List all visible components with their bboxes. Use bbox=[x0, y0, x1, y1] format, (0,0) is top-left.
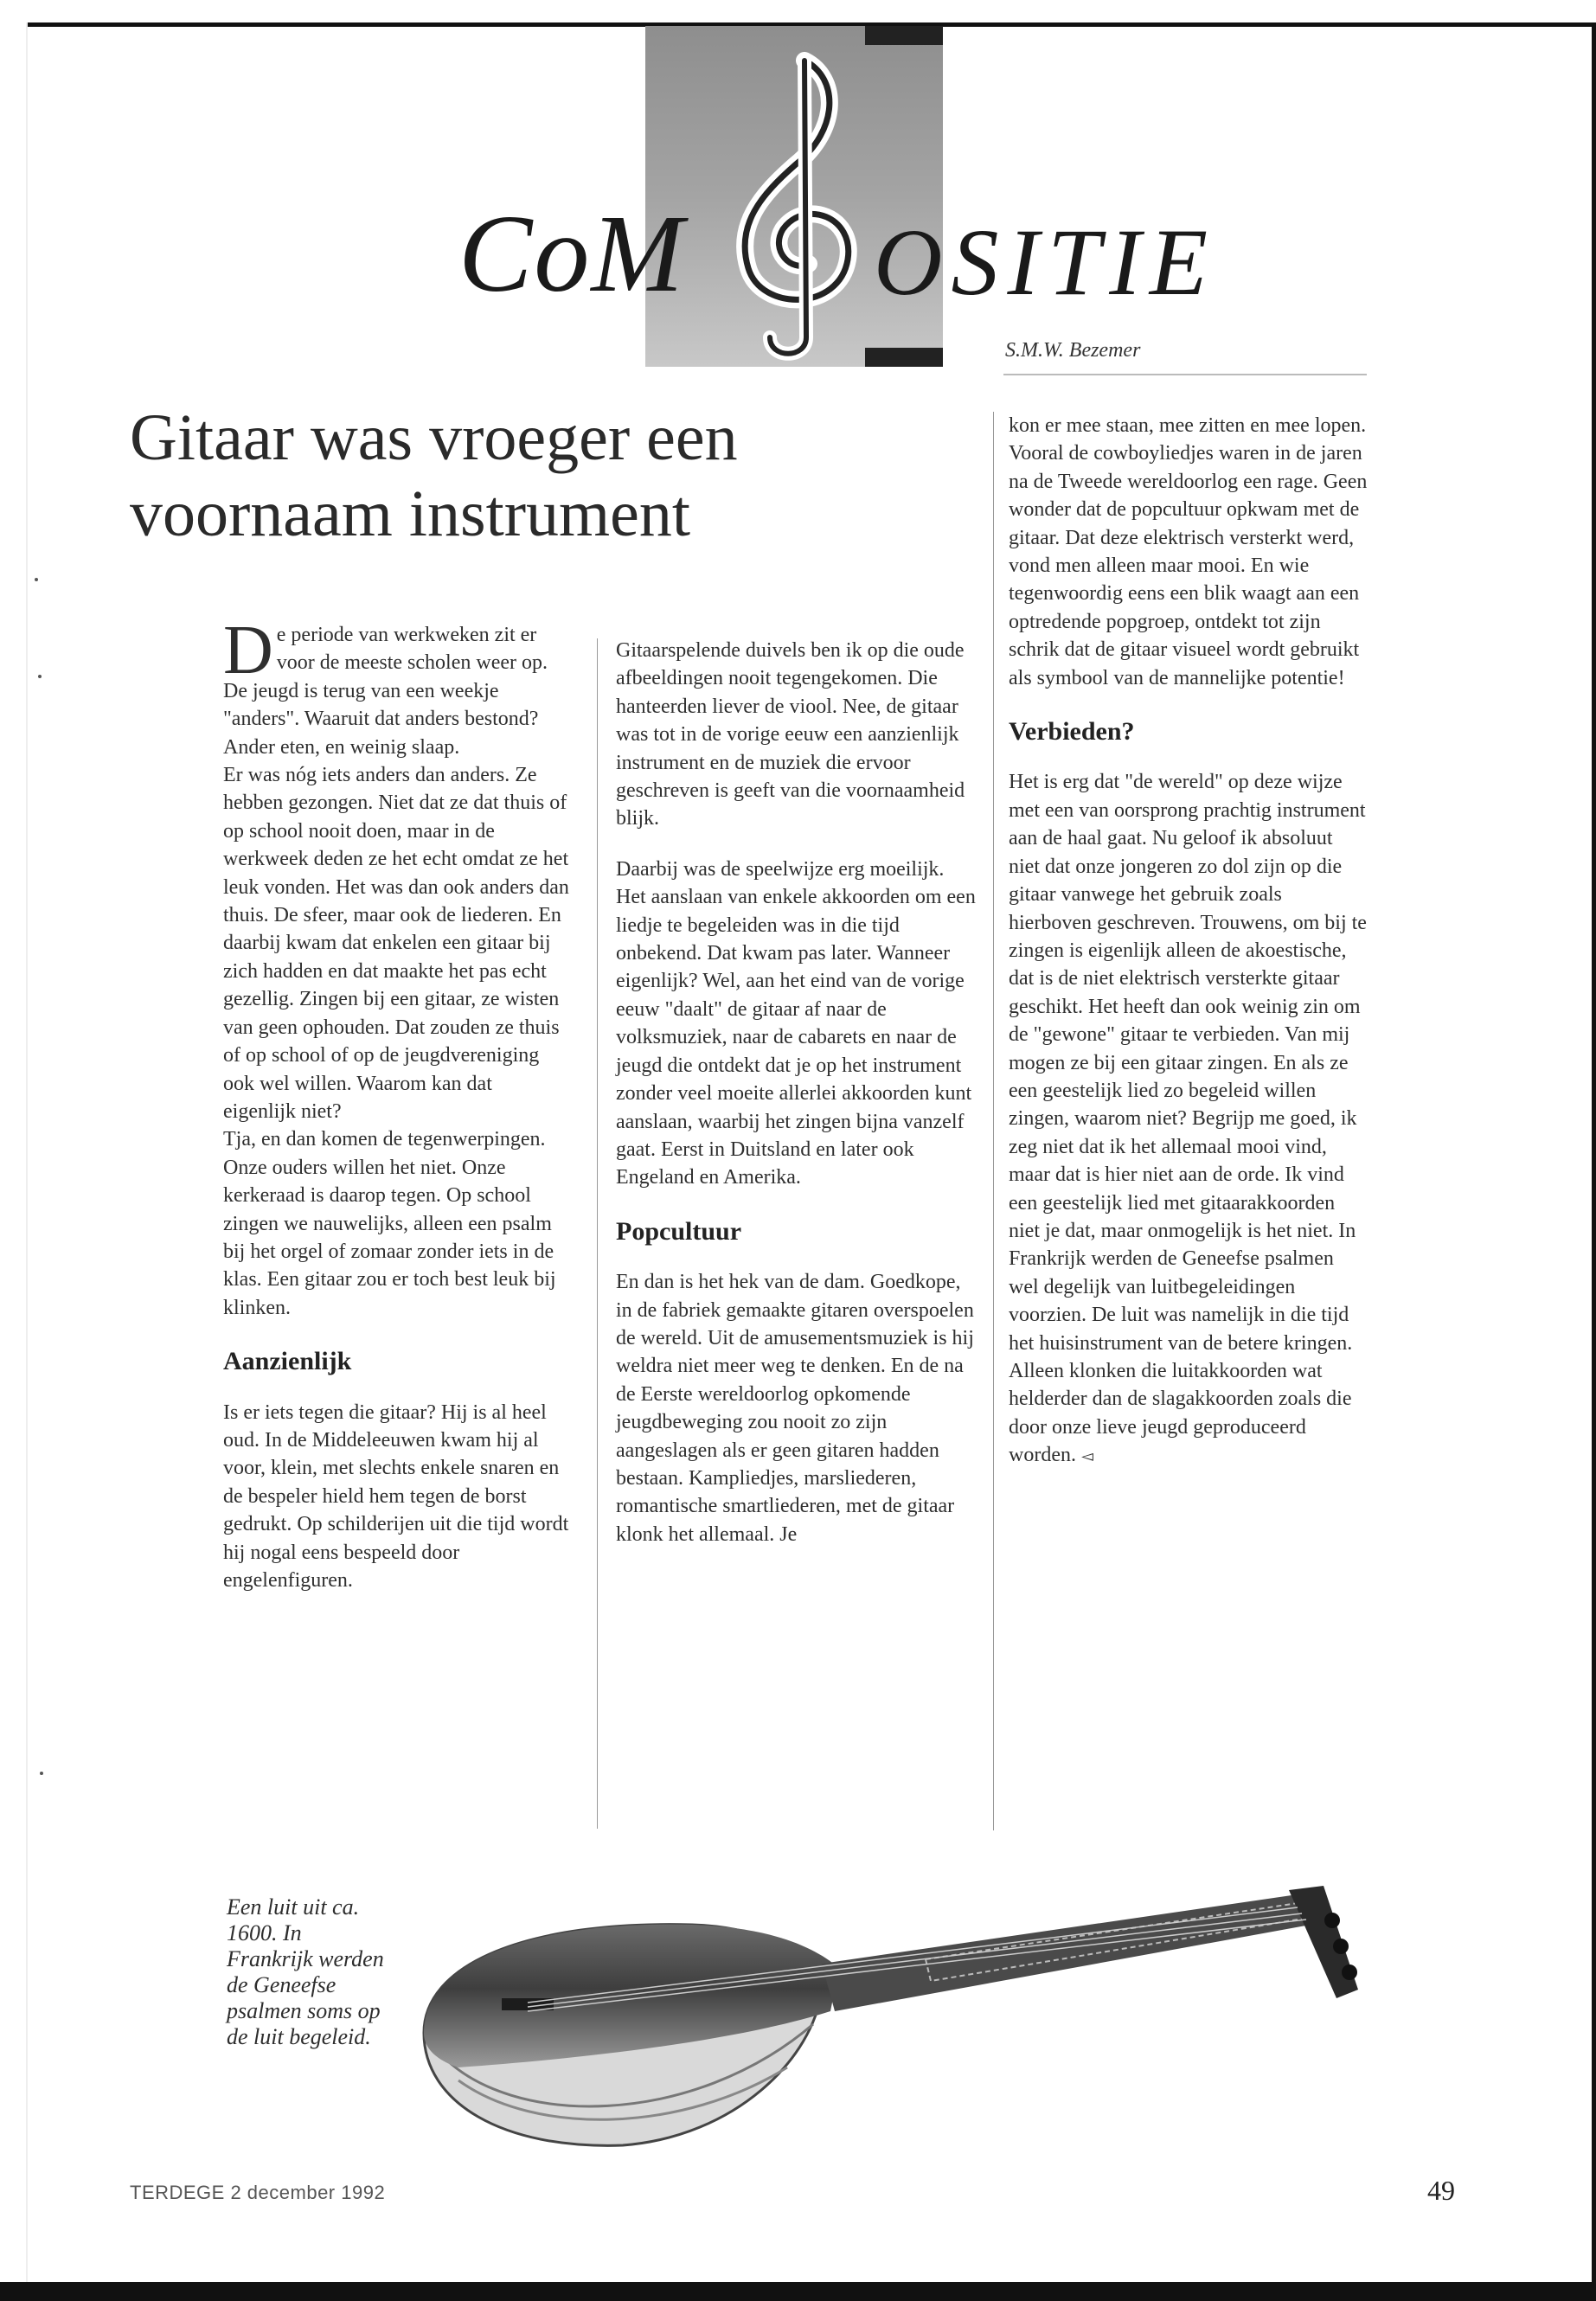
paragraph bbox=[1009, 768, 1368, 1470]
image-caption: Een luit uit ca. 1600. In Frankrijk werden de Geneefse psalmen soms op de luit begeleid. bbox=[227, 1894, 384, 2049]
paragraph-text: Het is erg dat "de wereld" op deze wijze met een van oorsprong prachtig instrument aan de haal gaat. Nu geloof ik absoluut niet dat onze jongeren zo dol zijn op die gitaar vanwege het gebruik zoals hierboven geschreven. Trouwens, om bij te zingen is eigenlijk alleen de akoestische, dat is de niet elektrisch versterkte gitaar geschikt. Het heeft dan ook weinig zin om de "gewone" gitaar te verbieden. Van mij mogen ze bij een gitaar zingen. En als ze een geestelijk lied zo begeleid willen zingen, waarom niet? Begrijp me goed, ik zeg niet dat ik het allemaal mooi vind, maar dat is hier niet aan de orde. Ik vind een geestelijk lied met gitaarakkoorden niet je dat, maar onmogelijk is het niet. In Frankrijk werden de Geneefse psalmen wel degelijk van luitbegeleidingen voorzien. De luit was namelijk in die tijd het huisinstrument van de betere kringen. Alleen klonken die luitakkoorden wat helderder dan de slagakkoorden zoals die door onze lieve jeugd geproduceerd worden. bbox=[1009, 771, 1367, 1467]
column-rule-1 bbox=[597, 638, 598, 1829]
column-rule-2 bbox=[993, 412, 994, 1830]
paragraph: Daarbij was de speelwijze erg moeilijk. Het aanslaan van enkele akkoorden om een liedje te begeleiden was in die tijd onbekend. Dat kwam pas later. Wanneer eigenlijk? Wel, aan het eind van de vorige eeuw "daalt" de gitaar af naar de volksmuziek, naar de cabarets en naar de jeugd die ontdekt dat je op het instrument zonder veel moeite allerlei akkoorden kunt aanslaan, waarbij het zingen bijna vanzelf gaat. Eerst in Duitsland en later ook Engeland en Amerika. bbox=[616, 857, 976, 1189]
scan-mark bbox=[40, 1772, 43, 1775]
scan-mark bbox=[38, 675, 42, 678]
headline bbox=[130, 400, 926, 552]
paragraph: Tja, en dan komen de tegenwerpingen. Onze ouders willen het niet. Onze kerkeraad is daarop tegen. Op school zingen we nauwelijks, alleen een psalm bij het orgel of zomaar zonder iets in de klas. Een gitaar zou er toch best leuk bij klinken. bbox=[223, 1128, 556, 1319]
drop-cap: D bbox=[223, 612, 273, 689]
publication-footer: TERDEGE 2 december 1992 bbox=[130, 2182, 386, 2203]
paragraph-text: e periode van werkweken zit er voor de meeste scholen weer op. De jeugd is terug van een weekje "anders". Waaruit dat anders bestond? Ander eten, en weinig slaap. bbox=[223, 624, 548, 759]
section-heading: Aanzienlijk bbox=[223, 1347, 352, 1376]
lute-illustration bbox=[407, 1860, 1384, 2154]
header-tab-top bbox=[865, 26, 943, 45]
scan-edge-left bbox=[26, 22, 28, 2282]
headline-line-2: voornaam instrument bbox=[130, 478, 690, 551]
scan-edge-bottom bbox=[0, 2282, 1596, 2301]
paragraph: kon er mee staan, mee zitten en mee lopen. Vooral de cowboyliedjes waren in de jaren na de Tweede wereldoorlog een rage. Geen wonder dat de popcultuur opkwam met de gitaar. Dat deze elektrisch versterkt werd, vond men alleen maar mooi. En wie tegenwoordig eens een blik waagt aan een optredende popgroep, ontdekt tot zijn schrik dat de gitaar visueel wordt gebruikt als symbool van de mannelijke potentie! bbox=[1009, 414, 1368, 689]
paragraph: Er was nóg iets anders dan anders. Ze hebben gezongen. Niet dat ze dat thuis of op school nooit doen, maar in de werkweek deden ze het echt omdat ze het leuk vonden. Het was dan ook anders dan thuis. De sfeer, maar ook de liederen. En daarbij kwam dat enkelen een gitaar bij zich hadden en dat maakte het pas echt gezellig. Zingen bij een gitaar, ze wisten van geen ophouden. Dat zouden ze thuis of op school of op de jeugdvereniging ook wel willen. Waarom kan dat eigenlijk niet? bbox=[223, 764, 569, 1123]
headline-line-1: Gitaar was vroeger een bbox=[130, 401, 738, 474]
article-column-1 bbox=[223, 612, 569, 1594]
paragraph bbox=[223, 612, 569, 761]
scan-edge-right bbox=[1592, 22, 1596, 2301]
paragraph: Is er iets tegen die gitaar? Hij is al heel oud. In de Middeleeuwen kwam hij al voor, klein, met slechts enkele snaren en de bespeler hield hem tegen de borst gedrukt. Op schilderijen uit die tijd wordt hij nogal eens bespeeld door engelenfiguren. bbox=[223, 1400, 569, 1592]
section-heading: Verbieden? bbox=[1009, 717, 1135, 747]
author-name: S.M.W. Bezemer bbox=[1005, 339, 1141, 362]
author-rule bbox=[1003, 374, 1367, 375]
treble-clef-icon bbox=[709, 52, 882, 363]
page-number: 49 bbox=[1427, 2175, 1455, 2206]
end-mark-icon: ◅ bbox=[1080, 1447, 1093, 1465]
title-left: CoM bbox=[458, 192, 685, 315]
title-right: OSITIE bbox=[874, 209, 1217, 315]
article-column-2 bbox=[616, 637, 979, 1548]
article-column-3 bbox=[1009, 412, 1368, 1471]
paragraph: En dan is het hek van de dam. Goedkope, in de fabriek gemaakte gitaren overspoelen de wereld. Uit de amusementsmuziek is hij weldra niet meer weg te denken. En de na de Eerste wereldoorlog opkomende jeugdbeweging zou nooit zo zijn aangeslagen als er geen gitaren hadden bestaan. Kampliedjes, marsliederen, romantische smartliederen, met de gitaar klonk het allemaal. Je bbox=[616, 1271, 974, 1546]
scan-mark bbox=[35, 578, 38, 581]
section-heading: Popcultuur bbox=[616, 1216, 742, 1246]
paragraph: Gitaarspelende duivels ben ik op die oude afbeeldingen nooit tegengekomen. Die hanteerden liever de viool. Nee, de gitaar was tot in de vorige eeuw een aanzienlijk instrument en de muziek die ervoor geschreven is geeft van die voornaamheid blijk. bbox=[616, 639, 965, 830]
